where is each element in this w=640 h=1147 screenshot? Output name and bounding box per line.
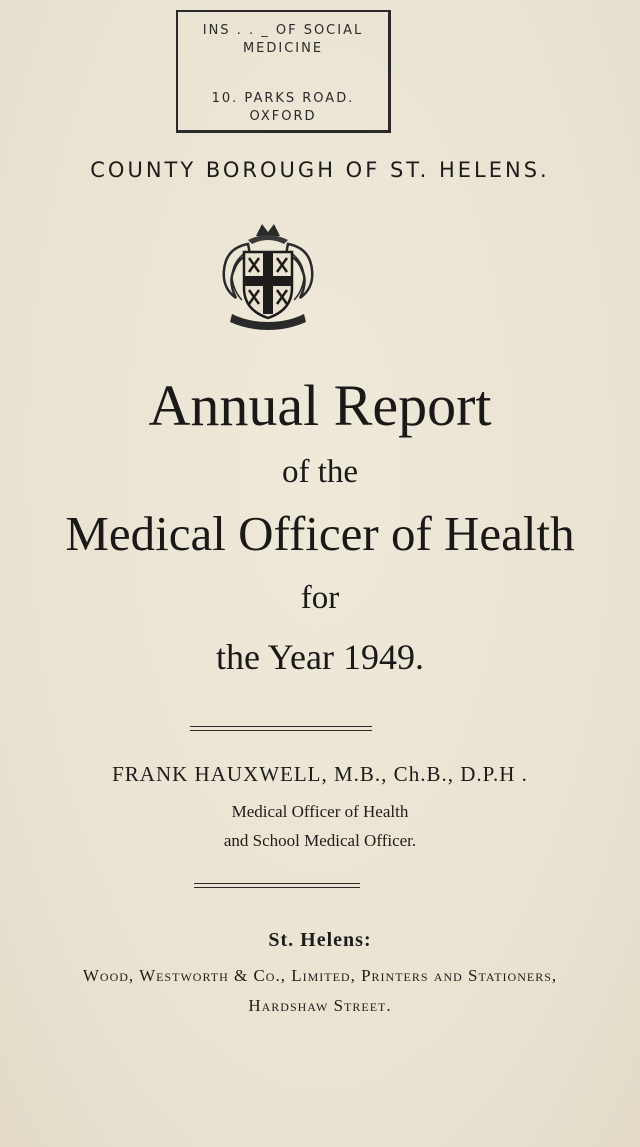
library-stamp [176,10,391,133]
divider-upper [190,726,372,727]
borough-heading: COUNTY BOROUGH OF ST. HELENS. [90,158,550,182]
stamp-line-institute: INS . . _ OF SOCIAL [202,23,364,38]
divider-upper-second [190,730,372,731]
publication-place: St. Helens: [268,929,372,951]
stamp-line-address: 10. PARKS ROAD. [211,91,355,106]
report-title-for: for [300,580,340,616]
author-role-health: Medical Officer of Health [231,802,409,821]
report-title-of-the: of the [281,454,359,490]
report-title: Annual Report [148,373,492,438]
author-name: FRANK HAUXWELL, M.B., Ch.B., D.P.H . [112,762,528,786]
report-title-officer: Medical Officer of Health [65,506,575,561]
author-role-school: and School Medical Officer. [223,831,417,850]
divider-lower-second [194,887,360,888]
printer-address: Hardshaw Street. [248,996,392,1015]
report-year: the Year 1949. [216,637,424,677]
coat-of-arms-icon [218,218,318,330]
stamp-line-city: OXFORD [249,109,317,124]
divider-lower [194,883,360,884]
printer-name: Wood, Westworth & Co., Limited, Printers and Stationers, [82,966,558,985]
stamp-line-medicine: MEDICINE [242,41,324,56]
